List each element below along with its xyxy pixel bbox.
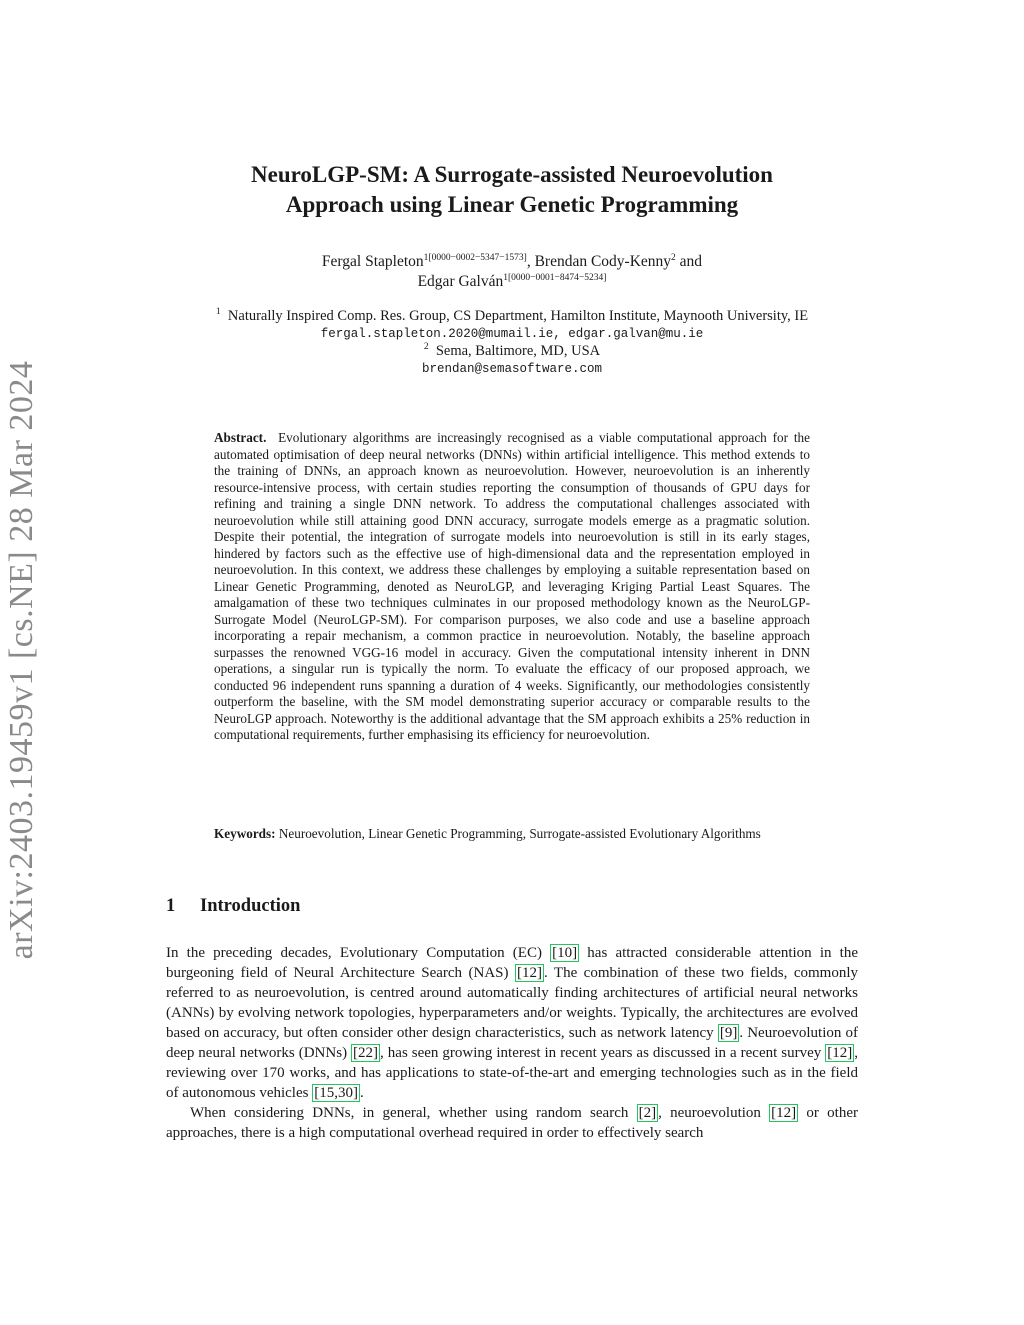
paragraph-1	[166, 943, 858, 1103]
citation-link[interactable]: [9]	[719, 1025, 738, 1041]
title-line-1: NeuroLGP-SM: A Surrogate-assisted Neuroevolution	[251, 162, 773, 187]
author-separator: ,	[526, 253, 535, 270]
citation-link[interactable]: [2]	[638, 1105, 657, 1121]
arxiv-identifier-sidebar	[0, 0, 44, 1325]
p2-text-2: , neuroevolution	[658, 1105, 770, 1121]
affiliation-2-mark: 2	[423, 342, 429, 353]
p1-text-6: , reviewing over 170 works, and has applications to state-of-the-art and emerging technologies such as in the field of autonomous vehicles	[166, 1045, 859, 1101]
p1-text-4: . Neuroevolution of deep neural networks (DNNs)	[166, 1025, 859, 1061]
abstract-label: Abstract.	[214, 430, 267, 445]
arxiv-identifier: arXiv:2403.19459v1 [cs.NE] 28 Mar 2024	[3, 360, 40, 960]
title-line-2: Approach using Linear Genetic Programming	[285, 192, 739, 217]
affiliation-2-email[interactable]: brendan@semasoftware.com	[421, 361, 603, 376]
author-1-orcid: 1[0000−0002−5347−1573]	[423, 252, 527, 263]
introduction-body	[166, 943, 858, 1143]
p1-text-7: .	[359, 1085, 364, 1101]
p1-text-2: has attracted considerable attention in the burgeoning field of Neural Architecture Search (NAS)	[166, 945, 858, 981]
citation-link[interactable]: [22]	[353, 1045, 379, 1061]
affiliations	[160, 308, 864, 378]
abstract-text: Evolutionary algorithms are increasingly recognised as a viable computational approach for the automated optimisation of deep neural networks (DNNs) within artificial intelligence. This method extends to the training of DNNs, an approach known as neuroevolution. However, neuroevolution is an inherently resource-intensive process, with certain studies reporting the consumption of thousands of GPU days for refining and training a single DNN network. To address the computational challenges associated with neuroevolution while still attaining good DNN accuracy, surrogate models emerge as a pragmatic solution. Despite their potential, the integration of surrogate models into neuroevolution is still in its early stages, hindered by factors such as the effective use of high-dimensional data and the representation employed in neuroevolution. In this context, we address these challenges by employing a suitable representation based on Linear Genetic Programming, denoted as NeuroLGP, and leveraging Kriging Partial Least Squares. The amalgamation of these two techniques culminates in our proposed methodology known as the NeuroLGP-Surrogate Model (NeuroLGP-SM). For comparison purposes, we also code and use a baseline approach incorporating a repair mechanism, a common practice in neuroevolution. Notably, the baseline approach surpasses the renowned VGG-16 model in accuracy. Given the computational intensity inherent in DNN operations, a singular run is typically the norm. To evaluate the efficacy of our proposed approach, we conducted 96 independent runs spanning a duration of 4 weeks. Significantly, our methodologies consistently outperform the baseline, with the SM model demonstrating superior accuracy or comparable results to the NeuroLGP approach. Noteworthy is the additional advantage that the SM approach exhibits a 25% reduction in computational requirements, further emphasising its efficiency for neuroevolution.	[214, 430, 810, 742]
keywords	[214, 826, 810, 843]
affiliation-1-email[interactable]: fergal.stapleton.2020@mumail.ie, edgar.galvan@mu.ie	[320, 326, 704, 341]
p2-text-1: When considering DNNs, in general, whether using random search	[190, 1105, 637, 1121]
citation-link[interactable]: [12]	[516, 965, 542, 981]
author-list	[150, 252, 874, 292]
affiliation-1-text: Naturally Inspired Comp. Res. Group, CS Department, Hamilton Institute, Maynooth University, IE	[227, 308, 809, 324]
affiliation-2-text: Sema, Baltimore, MD, USA	[435, 343, 601, 359]
author-2-name: Brendan Cody-Kenny	[534, 253, 672, 270]
author-1-name: Fergal Stapleton	[321, 253, 424, 270]
p1-text-5: , has seen growing interest in recent years as discussed in a recent survey	[380, 1045, 826, 1061]
author-3-name: Edgar Galván	[417, 273, 504, 290]
keywords-text: Neuroevolution, Linear Genetic Programming, Surrogate-assisted Evolutionary Algorithms	[278, 826, 761, 841]
author-2-affil-mark: 2	[671, 252, 676, 263]
citation-link[interactable]: [15,30]	[314, 1085, 358, 1101]
author-3-orcid: 1[0000−0001−8474−5234]	[503, 272, 607, 283]
paragraph-2	[166, 1103, 858, 1143]
section-number: 1	[166, 896, 176, 916]
abstract	[214, 430, 810, 744]
section-heading-introduction	[166, 896, 300, 917]
citation-link[interactable]: [12]	[827, 1045, 853, 1061]
paper-title	[150, 160, 874, 220]
citation-link[interactable]: [12]	[771, 1105, 797, 1121]
p1-text-1: In the preceding decades, Evolutionary Computation (EC)	[166, 945, 551, 961]
citation-link[interactable]: [10]	[552, 945, 578, 961]
p2-text-3: or other approaches, there is a high computational overhead required in order to effectively search	[166, 1105, 858, 1141]
author-conjunction: and	[675, 253, 703, 270]
p1-text-3: . The combination of these two fields, commonly referred to as neuroevolution, is centred around automatically finding architectures of artificial neural networks (ANNs) by evolving network topologies, hyperparameters and/or weights. Typically, the architectures are evolved based on accuracy, but often consider other design characteristics, such as network latency	[166, 965, 858, 1041]
section-title: Introduction	[200, 896, 301, 916]
keywords-label: Keywords:	[214, 826, 276, 841]
affiliation-1-mark: 1	[215, 307, 221, 318]
